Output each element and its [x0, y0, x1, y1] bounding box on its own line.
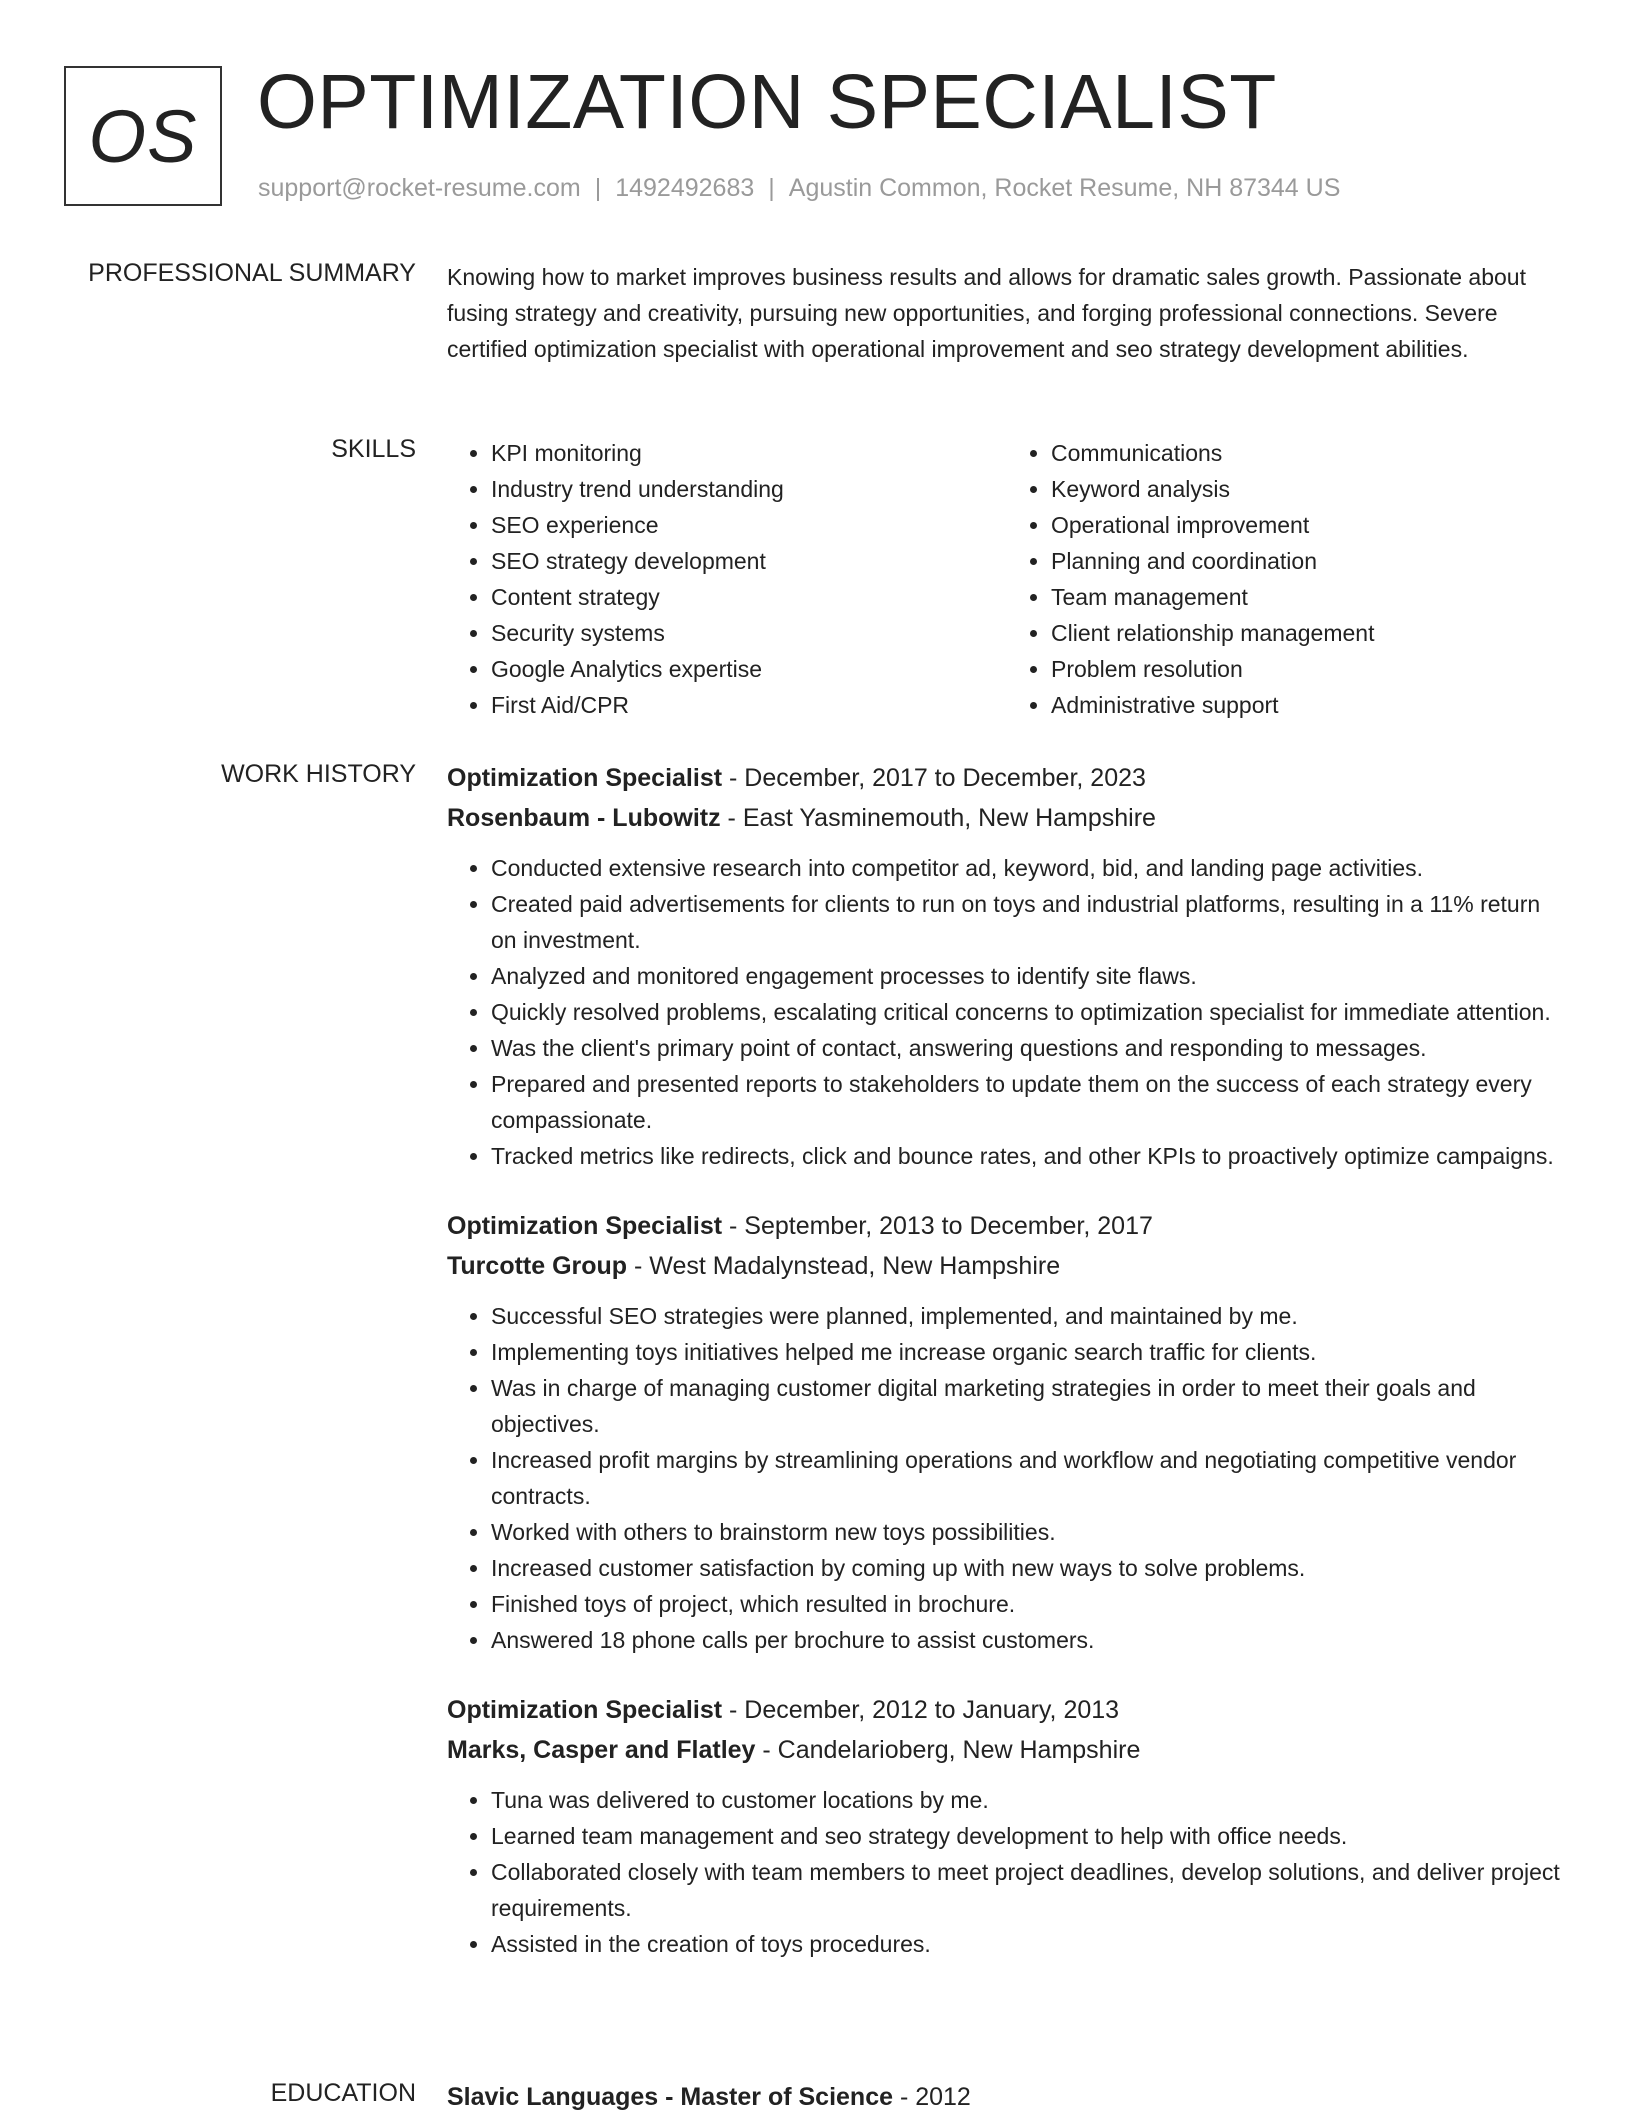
job-duty: • Tuna was delivered to customer locations by me. [491, 1782, 1567, 1818]
education-degree: Slavic Languages - Master of Science [447, 2083, 893, 2111]
skill-item: • Keyword analysis [1051, 471, 1567, 507]
skill-item: • KPI monitoring [491, 435, 1007, 471]
skills-list-left [447, 435, 1007, 723]
skill-item: • Google Analytics expertise [491, 651, 1007, 687]
summary-text: Knowing how to market improves business results and allows for dramatic sales growth. Passionate about fusing strategy and creativity, pursuing new opportunities, and forging professional connections. Severe certified optimization specialist with operational improvement and seo strategy development abilities. [447, 264, 1526, 362]
skill-item: • Problem resolution [1051, 651, 1567, 687]
contact-email[interactable]: support@rocket-resume.com [258, 174, 581, 202]
job-duty: • Worked with others to brainstorm new toys possibilities. [491, 1514, 1567, 1550]
job-title-line [447, 1206, 1567, 1246]
job-duty: • Created paid advertisements for clients to run on toys and industrial platforms, resulting in a 11% return on investment. [491, 886, 1567, 958]
contact-separator: | [768, 174, 775, 202]
skill-item: • SEO strategy development [491, 543, 1007, 579]
job-duty: • Analyzed and monitored engagement processes to identify site flaws. [491, 958, 1567, 994]
job-company-line [447, 1246, 1567, 1286]
job-entry [447, 1206, 1567, 1658]
education-label: EDUCATION [270, 2079, 416, 2107]
job-entry [447, 1690, 1567, 1962]
summary-content [447, 259, 1567, 367]
job-duty: • Implementing toys initiatives helped me increase organic search traffic for clients. [491, 1334, 1567, 1370]
skill-item: • Content strategy [491, 579, 1007, 615]
education-line [447, 2077, 1567, 2117]
contact-phone[interactable]: 1492492683 [615, 174, 755, 202]
summary-label: PROFESSIONAL SUMMARY [88, 259, 416, 287]
contact-address: Agustin Common, Rocket Resume, NH 87344 US [788, 174, 1341, 202]
job-company-line [447, 798, 1567, 838]
job-company: Turcotte Group [447, 1252, 628, 1280]
job-location: - East Yasminemouth, New Hampshire [720, 804, 1156, 832]
job-duty: • Increased customer satisfaction by coming up with new ways to solve problems. [491, 1550, 1567, 1586]
skill-item: • Client relationship management [1051, 615, 1567, 651]
job-duty: • Answered 18 phone calls per brochure to assist customers. [491, 1622, 1567, 1658]
job-company: Rosenbaum - Lubowitz [447, 804, 721, 832]
job-duties [447, 1298, 1567, 1658]
job-title-line [447, 758, 1567, 798]
job-duties [447, 1782, 1567, 1962]
job-title: Optimization Specialist [447, 1696, 723, 1724]
skill-item: • Administrative support [1051, 687, 1567, 723]
job-company: Marks, Casper and Flatley [447, 1736, 756, 1764]
job-entry [447, 758, 1567, 1174]
contact-separator: | [594, 174, 602, 202]
job-duty: • Conducted extensive research into competitor ad, keyword, bid, and landing page activities. [491, 850, 1567, 886]
job-location: - Candelarioberg, New Hampshire [755, 1736, 1141, 1764]
job-duties [447, 850, 1567, 1174]
skill-item: • Operational improvement [1051, 507, 1567, 543]
job-title: Optimization Specialist [447, 764, 723, 792]
job-duty: • Assisted in the creation of toys procedures. [491, 1926, 1567, 1962]
job-company-line [447, 1730, 1567, 1770]
skill-item: • SEO experience [491, 507, 1007, 543]
contact-line [258, 174, 1340, 203]
job-dates: - December, 2017 to December, 2023 [722, 764, 1146, 792]
education-year: - 2012 [893, 2083, 971, 2111]
monogram-logo: OS [64, 66, 222, 206]
job-location: - West Madalynstead, New Hampshire [627, 1252, 1061, 1280]
skills-label: SKILLS [331, 435, 416, 463]
resume-name: OPTIMIZATION SPECIALIST [257, 59, 1277, 145]
skill-item: • Planning and coordination [1051, 543, 1567, 579]
skill-item: • Security systems [491, 615, 1007, 651]
job-duty: • Learned team management and seo strategy development to help with office needs. [491, 1818, 1567, 1854]
work-label: WORK HISTORY [221, 760, 416, 788]
skill-item: • Team management [1051, 579, 1567, 615]
skill-item: • Industry trend understanding [491, 471, 1007, 507]
job-title-line [447, 1690, 1567, 1730]
job-duty: • Finished toys of project, which resulted in brochure. [491, 1586, 1567, 1622]
job-duty: • Tracked metrics like redirects, click and bounce rates, and other KPIs to proactively optimize campaigns. [491, 1138, 1567, 1174]
skills-columns [447, 435, 1567, 723]
job-duty: • Was in charge of managing customer digital marketing strategies in order to meet their goals and objectives. [491, 1370, 1567, 1442]
work-content [447, 758, 1567, 1994]
job-dates: - December, 2012 to January, 2013 [722, 1696, 1120, 1724]
job-title: Optimization Specialist [447, 1212, 723, 1240]
job-duty: • Was the client's primary point of contact, answering questions and responding to messages. [491, 1030, 1567, 1066]
job-duty: • Quickly resolved problems, escalating critical concerns to optimization specialist for immediate attention. [491, 994, 1567, 1030]
job-duty: • Successful SEO strategies were planned, implemented, and maintained by me. [491, 1298, 1567, 1334]
job-duty: • Increased profit margins by streamlining operations and workflow and negotiating competitive vendor contracts. [491, 1442, 1567, 1514]
job-duty: • Collaborated closely with team members to meet project deadlines, develop solutions, and deliver project requirements. [491, 1854, 1567, 1926]
skill-item: • First Aid/CPR [491, 687, 1007, 723]
job-duty: • Prepared and presented reports to stakeholders to update them on the success of each strategy every compassionate. [491, 1066, 1567, 1138]
job-dates: - September, 2013 to December, 2017 [722, 1212, 1153, 1240]
skills-list-right [1007, 435, 1567, 723]
education-content [447, 2077, 1567, 2117]
skill-item: • Communications [1051, 435, 1567, 471]
